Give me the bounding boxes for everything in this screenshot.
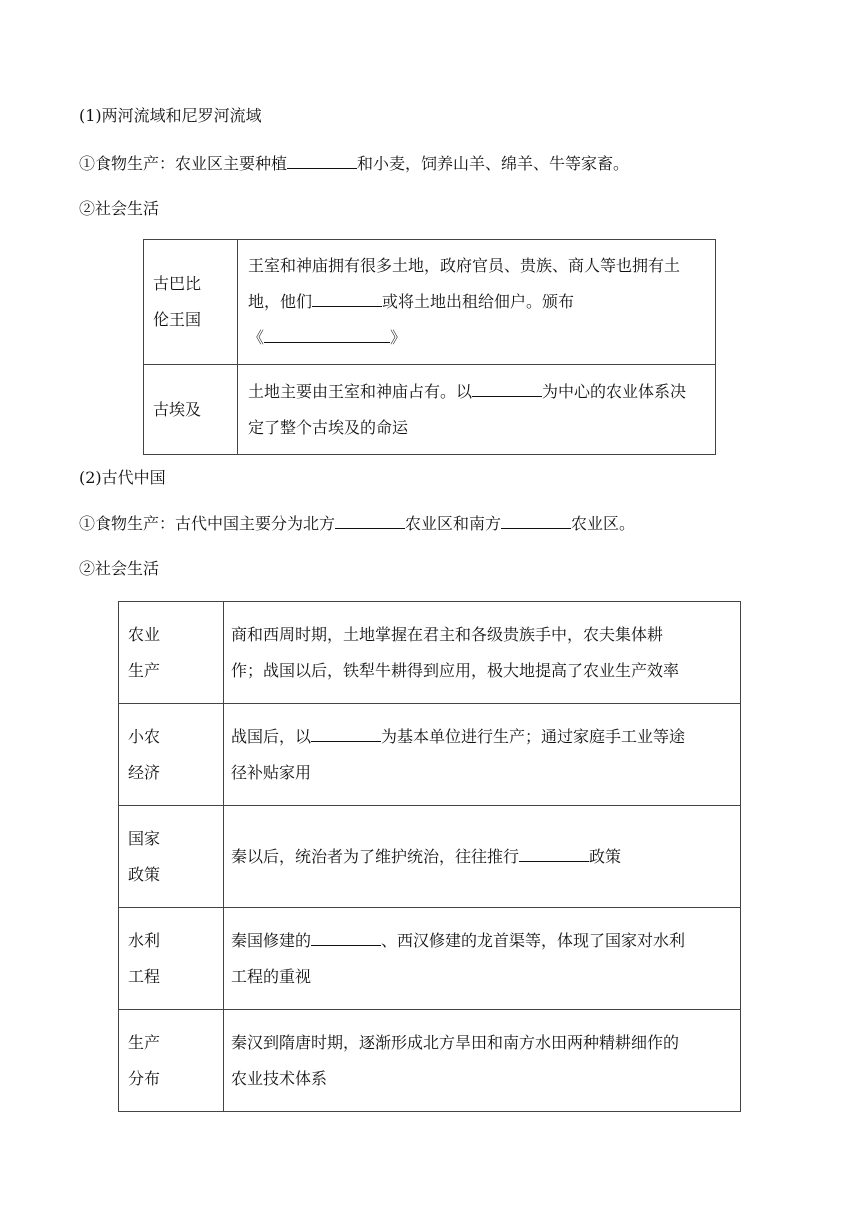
table-row	[144, 240, 716, 365]
fill-blank[interactable]	[264, 328, 390, 343]
table-row	[119, 602, 741, 704]
section2-heading: (2)古代中国	[79, 468, 166, 487]
food-text-suffix: 和小麦，饲养山羊、绵羊、牛等家畜。	[357, 154, 630, 173]
fill-blank[interactable]	[501, 514, 571, 529]
fill-blank[interactable]	[312, 292, 382, 307]
section2-social-heading: ②社会生活	[79, 559, 160, 578]
row-content: 战国后，以 为基本单位进行生产；通过家庭手工业等途 径补贴家用	[224, 704, 741, 806]
row-key: 古巴比 伦王国	[144, 240, 238, 365]
table-row	[144, 365, 716, 455]
row-key: 古埃及	[144, 365, 238, 455]
row-key: 生产 分布	[119, 1010, 224, 1112]
row-content: 秦国修建的 、西汉修建的龙首渠等，体现了国家对水利 工程的重视	[224, 908, 741, 1010]
row-content: 土地主要由王室和神庙占有。以 为中心的农业体系决 定了整个古埃及的命运	[238, 365, 716, 455]
fill-blank[interactable]	[472, 382, 542, 397]
row-key: 农业 生产	[119, 602, 224, 704]
section1-food-line	[79, 154, 629, 174]
ancient-civilization-table	[143, 239, 716, 455]
table-row	[119, 1010, 741, 1112]
fill-blank[interactable]	[287, 154, 357, 169]
section2-food-line: ①食物生产：古代中国主要分为北方 农业区和南方 农业区。	[79, 514, 636, 533]
row-content: 王室和神庙拥有很多土地，政府官员、贵族、商人等也拥有土 地，他们 或将土地出租给佃户。颁布 《 》	[238, 240, 716, 365]
row-content: 秦以后，统治者为了维护统治，往往推行 政策	[224, 806, 741, 908]
fill-blank[interactable]	[311, 931, 381, 946]
fill-blank[interactable]	[311, 727, 381, 742]
row-content: 商和西周时期，土地掌握在君主和各级贵族手中，农夫集体耕 作；战国以后，铁犁牛耕得到应用，极大地提高了农业生产效率	[224, 602, 741, 704]
row-content: 秦汉到隋唐时期，逐渐形成北方旱田和南方水田两种精耕细作的 农业技术体系	[224, 1010, 741, 1112]
table-row	[119, 704, 741, 806]
ancient-china-table	[118, 601, 741, 1112]
table-row	[119, 908, 741, 1010]
row-key: 小农 经济	[119, 704, 224, 806]
row-key: 国家 政策	[119, 806, 224, 908]
section1-social-heading: ②社会生活	[79, 199, 160, 218]
section1-heading: (1)两河流域和尼罗河流域	[79, 106, 262, 125]
table-row	[119, 806, 741, 908]
fill-blank[interactable]	[519, 847, 589, 862]
fill-blank[interactable]	[335, 514, 405, 529]
food-text-prefix: ①食物生产：农业区主要种植	[79, 154, 288, 173]
row-key: 水利 工程	[119, 908, 224, 1010]
